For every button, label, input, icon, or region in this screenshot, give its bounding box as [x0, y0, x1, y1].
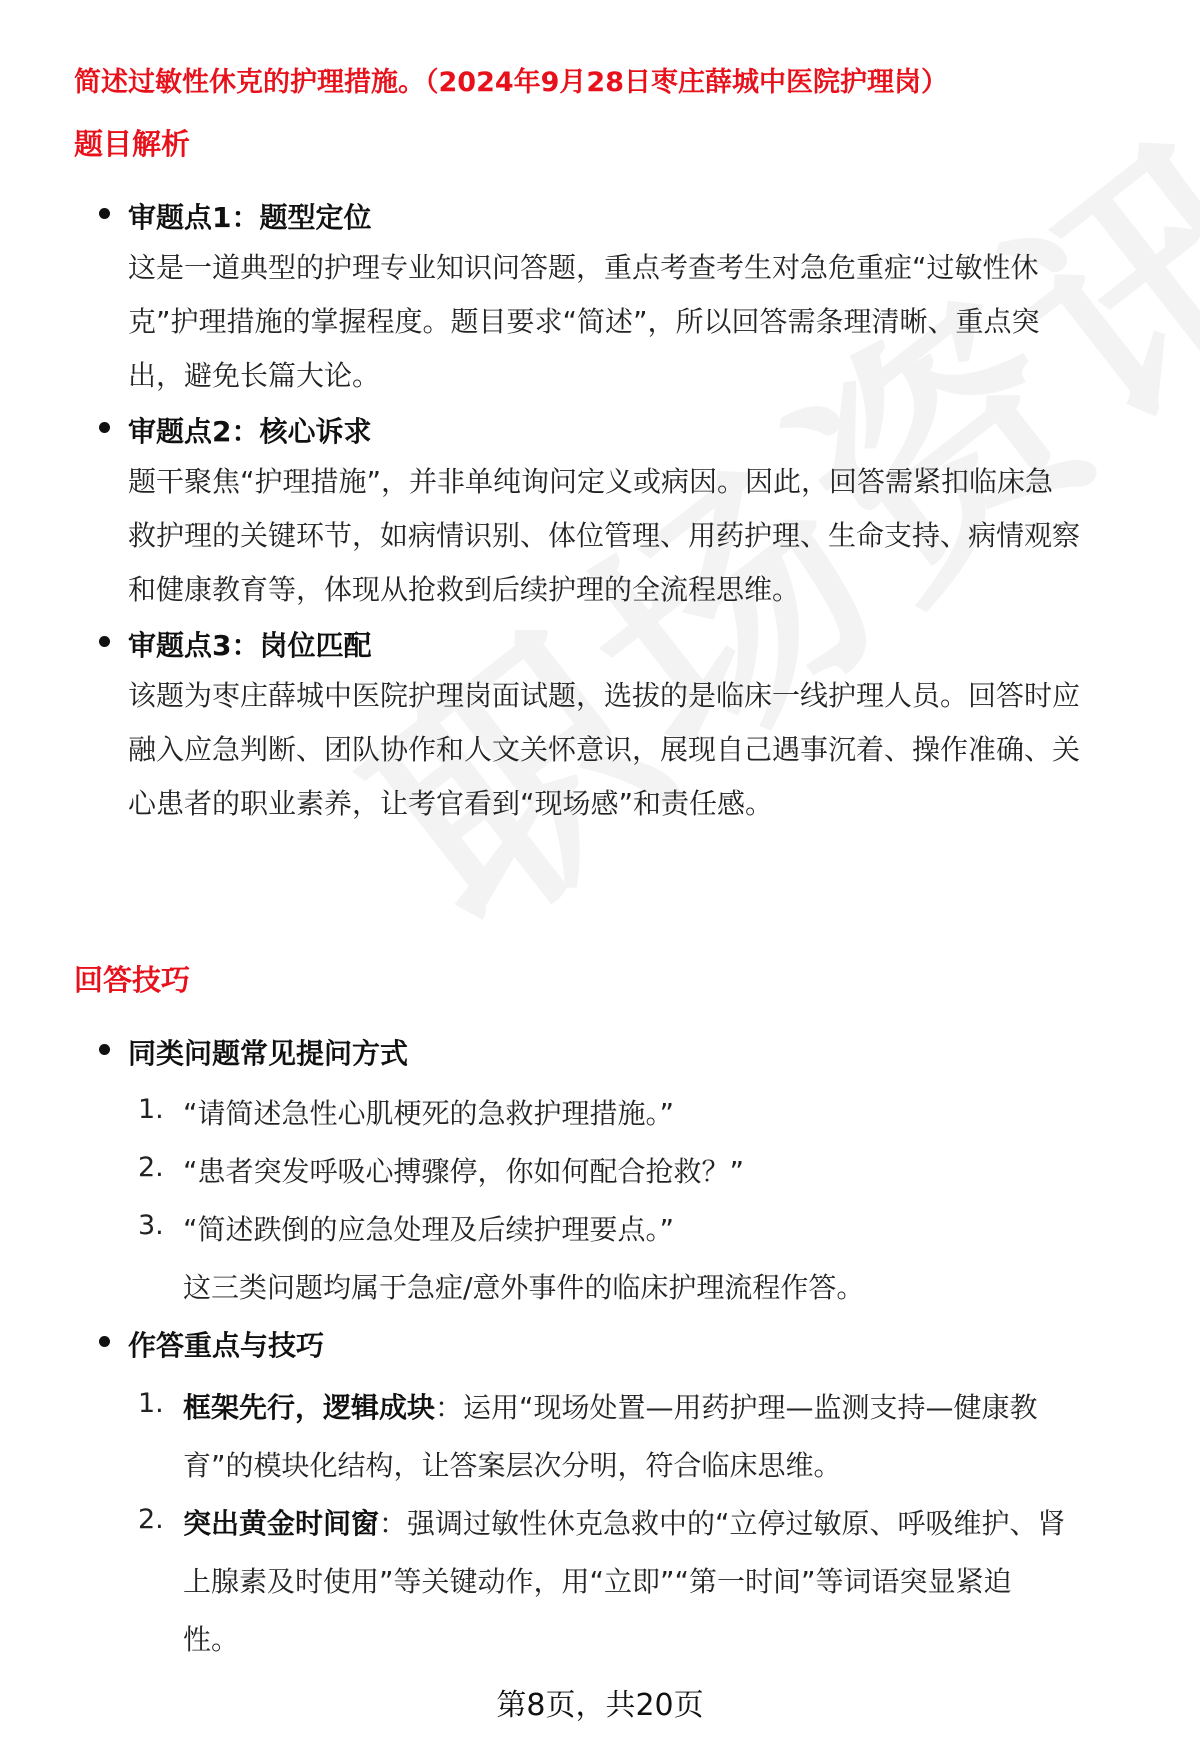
point-3-line-1: 该题为枣庄薛城中医院护理岗面试题，选拔的是临床一线护理人员。回答时应 — [128, 679, 1081, 712]
bullet-icon — [99, 1044, 110, 1055]
list-number: 1. — [138, 1094, 164, 1125]
point-heading-1: 审题点1：题型定位 — [128, 201, 372, 234]
list-item: “患者突发呼吸心搏骤停，你如何配合抢救？” — [183, 1155, 745, 1188]
point-1-line-2: 克”护理措施的掌握程度。题目要求“简述”，所以回答需条理清晰、重点突 — [128, 305, 1040, 338]
list-item-continuation: 育”的模块化结构，让答案层次分明，符合临床思维。 — [183, 1449, 842, 1482]
list-item-continuation: 性。 — [183, 1623, 240, 1656]
bullet-icon — [99, 422, 110, 433]
point-2-line-1: 题干聚焦“护理措施”，并非单纯询问定义或病因。因此，回答需紧扣临床急 — [128, 465, 1054, 498]
list-item — [183, 1502, 1066, 1542]
list-item: “请简述急性心肌梗死的急救护理措施。” — [183, 1097, 675, 1130]
point-heading-2: 审题点2：核心诉求 — [128, 415, 372, 448]
section-heading-tips: 回答技巧 — [74, 963, 191, 997]
list-item-text: ：运用“现场处置—用药护理—监测支持—健康教 — [435, 1391, 1038, 1424]
point-2-line-3: 和健康教育等，体现从抢救到后续护理的全流程思维。 — [128, 573, 801, 606]
list-item-emphasis: 框架先行，逻辑成块 — [183, 1391, 436, 1424]
group-heading-similar-questions: 同类问题常见提问方式 — [128, 1037, 409, 1070]
section-heading-analysis: 题目解析 — [74, 127, 191, 161]
bullet-icon — [99, 1336, 110, 1347]
bullet-icon — [99, 636, 110, 647]
list-number: 3. — [138, 1210, 164, 1241]
list-number: 1. — [138, 1388, 164, 1419]
list-item-emphasis: 突出黄金时间窗 — [183, 1507, 380, 1540]
group-heading-answer-tips: 作答重点与技巧 — [128, 1329, 325, 1362]
list-item-continuation: 上腺素及时使用”等关键动作，用“立即”“第一时间”等词语突显紧迫 — [183, 1565, 1012, 1598]
point-2-line-2: 救护理的关键环节，如病情识别、体位管理、用药护理、生命支持、病情观察 — [128, 519, 1081, 552]
list-number: 2. — [138, 1504, 164, 1535]
point-1-line-3: 出，避免长篇大论。 — [128, 359, 381, 392]
point-1-line-1: 这是一道典型的护理专业知识问答题，重点考查考生对急危重症“过敏性休 — [128, 251, 1039, 284]
list-item: “简述跌倒的应急处理及后续护理要点。” — [183, 1213, 675, 1246]
point-3-line-3: 心患者的职业素养，让考官看到“现场感”和责任感。 — [128, 787, 774, 820]
point-heading-3: 审题点3：岗位匹配 — [128, 629, 372, 662]
page-number: 第8页，共20页 — [496, 1688, 704, 1723]
list-number: 2. — [138, 1152, 164, 1183]
question-title: 简述过敏性休克的护理措施。（2024年9月28日枣庄薛城中医院护理岗） — [74, 67, 949, 98]
point-3-line-2: 融入应急判断、团队协作和人文关怀意识，展现自己遇事沉着、操作准确、关 — [128, 733, 1081, 766]
bullet-icon — [99, 208, 110, 219]
group-note: 这三类问题均属于急症/意外事件的临床护理流程作答。 — [183, 1271, 865, 1304]
list-item — [183, 1386, 1038, 1426]
list-item-text: ：强调过敏性休克急救中的“立停过敏原、呼吸维护、肾 — [379, 1507, 1066, 1540]
